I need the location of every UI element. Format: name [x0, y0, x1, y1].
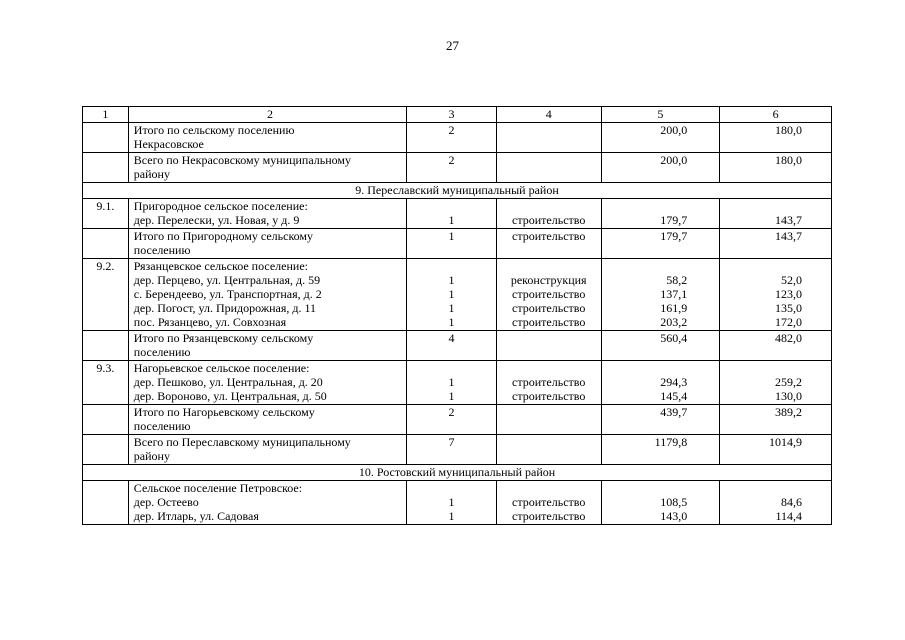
- cell-name: [128, 259, 406, 331]
- cell-work: [496, 123, 601, 153]
- cell-line: дер. Итларь, ул. Садовая: [133, 509, 259, 523]
- cell-line: дер. Перелески, ул. Новая, у д. 9: [133, 213, 300, 227]
- cell-share: [720, 123, 832, 153]
- cell-qty: [407, 229, 497, 259]
- cell-line: поселению: [133, 345, 191, 359]
- cell-cost: [601, 331, 720, 361]
- table-body: [83, 107, 832, 525]
- column-header-2: 2: [128, 107, 406, 123]
- cell-line: 1: [448, 301, 455, 315]
- cell-line: 179,7: [660, 213, 688, 227]
- cell-share: [720, 229, 832, 259]
- cell-line: 135,0: [775, 301, 802, 315]
- cell-line: 143,7: [775, 213, 802, 227]
- cell-share: [720, 405, 832, 435]
- cell-line: строительство: [512, 213, 586, 227]
- cell-cost: [601, 229, 720, 259]
- cell-line: 200,0: [660, 123, 688, 137]
- cell-line: [602, 361, 688, 375]
- cell-line: 203,2: [660, 315, 688, 329]
- table-row: [83, 259, 832, 331]
- cell-line: 482,0: [775, 331, 802, 345]
- cell-line: строительство: [512, 389, 586, 403]
- cell-line: [497, 259, 601, 273]
- cell-line: Всего по Некрасовскому муниципальному: [133, 153, 352, 167]
- cell-no: [83, 435, 129, 465]
- cell-line: [602, 259, 688, 273]
- cell-line: [497, 331, 601, 345]
- cell-name: [128, 481, 406, 525]
- table-row: [83, 331, 832, 361]
- cell-work: [496, 153, 601, 183]
- cell-line: [407, 259, 496, 273]
- table-row: [83, 435, 832, 465]
- cell-work: [496, 199, 601, 229]
- table-row: [83, 481, 832, 525]
- cell-line: [497, 361, 601, 375]
- cell-line: 137,1: [660, 287, 688, 301]
- cell-share: [720, 361, 832, 405]
- cell-line: 84,6: [781, 495, 802, 509]
- cell-line: Всего по Переславскому муниципальному: [133, 435, 351, 449]
- cell-line: 1: [448, 509, 455, 523]
- cell-qty: [407, 199, 497, 229]
- cell-line: 123,0: [775, 287, 802, 301]
- cell-line: Сельское поселение Петровское:: [133, 481, 303, 495]
- cell-name: [128, 331, 406, 361]
- cell-line: [720, 259, 802, 273]
- cell-no: 9.2.: [83, 259, 129, 331]
- cell-no: [83, 331, 129, 361]
- cell-line: [602, 481, 688, 495]
- cell-line: 143,0: [660, 509, 688, 523]
- cell-line: [497, 153, 601, 167]
- cell-name: [128, 199, 406, 229]
- cell-qty: [407, 481, 497, 525]
- cell-line: 58,2: [666, 273, 688, 287]
- cell-line: строительство: [512, 315, 586, 329]
- cell-no: [83, 405, 129, 435]
- cell-name: [128, 123, 406, 153]
- cell-name: [128, 361, 406, 405]
- cell-line: строительство: [512, 495, 586, 509]
- cell-line: 130,0: [775, 389, 802, 403]
- cell-line: 114,4: [775, 509, 802, 523]
- cell-line: [497, 405, 601, 419]
- cell-line: 439,7: [660, 405, 688, 419]
- section-row: [83, 465, 832, 481]
- cell-cost: [601, 259, 720, 331]
- cell-line: поселению: [133, 243, 191, 257]
- cell-line: 1: [448, 315, 455, 329]
- cell-cost: [601, 481, 720, 525]
- cell-line: строительство: [512, 229, 586, 243]
- cell-qty: [407, 405, 497, 435]
- cell-line: 294,3: [660, 375, 688, 389]
- cell-qty: [407, 435, 497, 465]
- cell-line: Итого по Нагорьевскому сельскому: [133, 405, 315, 419]
- cell-share: [720, 199, 832, 229]
- cell-share: [720, 259, 832, 331]
- cell-line: 1: [448, 375, 455, 389]
- column-header-5: 5: [601, 107, 720, 123]
- cell-line: Итого по Рязанцевскому сельскому: [133, 331, 314, 345]
- cell-share: [720, 331, 832, 361]
- cell-no: [83, 229, 129, 259]
- cell-name: [128, 153, 406, 183]
- cell-line: 2: [448, 153, 455, 167]
- cell-work: [496, 229, 601, 259]
- cell-qty: [407, 259, 497, 331]
- cell-share: [720, 435, 832, 465]
- cell-line: 1: [448, 287, 455, 301]
- cell-line: 1: [448, 389, 455, 403]
- cell-no: 9.1.: [83, 199, 129, 229]
- cell-share: [720, 153, 832, 183]
- cell-no: 9.3.: [83, 361, 129, 405]
- cell-cost: [601, 123, 720, 153]
- table-row: [83, 123, 832, 153]
- cell-line: 2: [448, 123, 455, 137]
- cell-line: [497, 199, 601, 213]
- cell-line: 180,0: [775, 153, 802, 167]
- cell-line: 389,2: [775, 405, 802, 419]
- data-table: [82, 106, 832, 525]
- cell-line: [720, 361, 802, 375]
- cell-line: Итого по Пригородному сельскому: [133, 229, 314, 243]
- cell-qty: [407, 331, 497, 361]
- cell-line: 1: [448, 495, 455, 509]
- cell-cost: [601, 405, 720, 435]
- cell-line: пос. Рязанцево, ул. Совхозная: [133, 315, 287, 329]
- table-row: [83, 361, 832, 405]
- cell-line: району: [133, 167, 170, 181]
- cell-line: 2: [448, 405, 455, 419]
- cell-line: 108,5: [660, 495, 688, 509]
- cell-line: 200,0: [660, 153, 688, 167]
- cell-share: [720, 481, 832, 525]
- cell-line: [497, 435, 601, 449]
- section-title: 10. Ростовский муниципальный район: [83, 465, 832, 481]
- cell-cost: [601, 435, 720, 465]
- cell-no: [83, 123, 129, 153]
- cell-line: строительство: [512, 509, 586, 523]
- table-row: [83, 229, 832, 259]
- cell-line: [407, 199, 496, 213]
- cell-line: Нагорьевское сельское поселение:: [133, 361, 310, 375]
- cell-line: 4: [448, 331, 455, 345]
- cell-line: строительство: [512, 301, 586, 315]
- cell-work: [496, 405, 601, 435]
- cell-line: [497, 481, 601, 495]
- column-header-6: 6: [720, 107, 832, 123]
- cell-line: дер. Погост, ул. Придорожная, д. 11: [133, 301, 317, 315]
- cell-name: [128, 435, 406, 465]
- cell-line: 143,7: [775, 229, 802, 243]
- cell-qty: [407, 153, 497, 183]
- cell-line: 1014,9: [769, 435, 802, 449]
- cell-line: 1: [448, 273, 455, 287]
- cell-line: дер. Остеево: [133, 495, 199, 509]
- cell-line: [602, 199, 688, 213]
- cell-line: району: [133, 449, 170, 463]
- table-row: [83, 405, 832, 435]
- cell-line: 259,2: [775, 375, 802, 389]
- cell-name: [128, 405, 406, 435]
- cell-work: [496, 481, 601, 525]
- cell-line: 180,0: [775, 123, 802, 137]
- column-header-3: 3: [407, 107, 497, 123]
- cell-work: [496, 259, 601, 331]
- cell-line: 52,0: [781, 273, 802, 287]
- cell-line: Некрасовское: [133, 137, 204, 151]
- cell-line: 179,7: [660, 229, 688, 243]
- cell-line: [407, 361, 496, 375]
- cell-qty: [407, 361, 497, 405]
- cell-line: дер. Перцево, ул. Центральная, д. 59: [133, 273, 321, 287]
- cell-line: [720, 199, 802, 213]
- cell-line: [407, 481, 496, 495]
- cell-line: 161,9: [660, 301, 688, 315]
- header-row: [83, 107, 832, 123]
- column-header-4: 4: [496, 107, 601, 123]
- cell-work: [496, 331, 601, 361]
- cell-line: Рязанцевское сельское поселение:: [133, 259, 309, 273]
- cell-line: 1179,8: [654, 435, 688, 449]
- column-header-1: 1: [83, 107, 129, 123]
- cell-qty: [407, 123, 497, 153]
- section-row: [83, 183, 832, 199]
- cell-cost: [601, 153, 720, 183]
- cell-line: 7: [448, 435, 455, 449]
- cell-no: [83, 481, 129, 525]
- cell-line: 145,4: [660, 389, 688, 403]
- cell-line: дер. Вороново, ул. Центральная, д. 50: [133, 389, 327, 403]
- cell-line: 1: [448, 213, 455, 227]
- page-number: 27: [446, 38, 459, 53]
- cell-work: [496, 361, 601, 405]
- cell-work: [496, 435, 601, 465]
- cell-line: поселению: [133, 419, 191, 433]
- cell-line: реконструкция: [510, 273, 587, 287]
- section-title: 9. Переславский муниципальный район: [83, 183, 832, 199]
- cell-line: Пригородное сельское поселение:: [133, 199, 308, 213]
- cell-no: [83, 153, 129, 183]
- cell-name: [128, 229, 406, 259]
- cell-cost: [601, 361, 720, 405]
- cell-line: Итого по сельскому поселению: [133, 123, 295, 137]
- cell-line: строительство: [512, 375, 586, 389]
- table-row: [83, 199, 832, 229]
- cell-line: 560,4: [660, 331, 688, 345]
- table-row: [83, 153, 832, 183]
- cell-line: 172,0: [775, 315, 802, 329]
- cell-cost: [601, 199, 720, 229]
- cell-line: с. Берендеево, ул. Транспортная, д. 2: [133, 287, 322, 301]
- cell-line: строительство: [512, 287, 586, 301]
- cell-line: [720, 481, 802, 495]
- cell-line: дер. Пешково, ул. Центральная, д. 20: [133, 375, 323, 389]
- cell-line: 1: [448, 229, 455, 243]
- cell-line: [497, 123, 601, 137]
